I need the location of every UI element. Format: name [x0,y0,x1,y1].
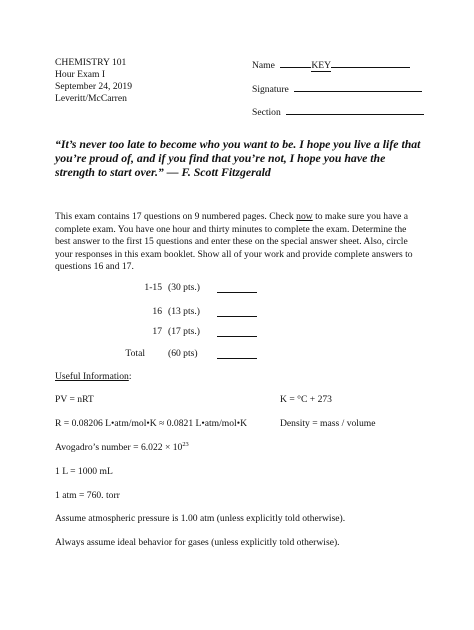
section-label: Section [252,107,281,118]
signature-line [294,81,422,92]
exam-title: Hour Exam I [55,69,106,80]
avogadro-text: Avogadro’s number = 6.022 × 10 [55,442,183,453]
score-points: (13 pts.) [168,306,200,317]
section-line [286,104,424,115]
ideal-gas-note: Always assume ideal behavior for gases (unless explicitly told otherwise). [55,537,340,548]
signature-field [252,81,422,97]
score-points: (60 pts) [168,348,198,359]
course-title: CHEMISTRY 101 [55,57,127,68]
signature-label: Signature [252,84,289,95]
exam-instructions [55,211,423,274]
formula-avogadro [55,442,189,455]
score-blank [217,348,257,359]
section-field [252,104,424,120]
name-value: KEY [311,60,332,71]
instructions-part1: This exam contains 17 questions on 9 numbered pages. Check [55,211,297,222]
useful-info-heading-text: Useful Information [55,371,129,382]
formula-gas-constant: R = 0.08206 L•atm/mol•K ≈ 0.0821 L•atm/mol•K [55,418,247,429]
score-label: 16 [152,306,162,317]
formula-pv: PV = nRT [55,394,94,405]
score-label: 17 [152,326,162,337]
formula-kelvin: K = °C + 273 [280,394,332,405]
score-points: (17 pts.) [168,326,200,337]
score-blank [217,326,257,337]
name-field [252,57,410,73]
score-points: (30 pts.) [168,282,200,293]
exam-date: September 24, 2019 [55,81,133,92]
name-line-lead [280,57,311,68]
avogadro-exponent: 23 [182,440,189,448]
formula-density: Density = mass / volume [280,418,376,429]
score-blank [217,306,257,317]
name-label: Name [252,60,275,71]
instructions-now: now [296,211,313,222]
instructions-part2: to make sure you have a complete exam. You have one hour and thirty minutes to complete the exam. Determine the best answer to the first 15 questions and enter these on the special answer sheet. Also, circle your responses in this exam booklet. Show all of your work and provide complete answers to questions 16 and 17. [55,211,413,273]
useful-info-heading-colon: : [128,371,132,382]
useful-info-heading [55,371,131,384]
pressure-note: Assume atmospheric pressure is 1.00 atm (unless explicitly told otherwise). [55,513,346,524]
fitzgerald-quote: “It’s never too late to become who you want to be. I hope you live a life that you’re proud of, and if you find that you’re not, I hope you have the strength to start over.” — F. Scott Fitzgerald [55,137,421,180]
score-blank [217,282,257,293]
score-label: Total [125,348,145,359]
name-line-tail [331,57,410,68]
formula-atm: 1 atm = 760. torr [55,490,120,501]
formula-liter: 1 L = 1000 mL [55,466,113,477]
instructors: Leveritt/McCarren [55,93,127,104]
score-label: 1-15 [144,282,162,293]
